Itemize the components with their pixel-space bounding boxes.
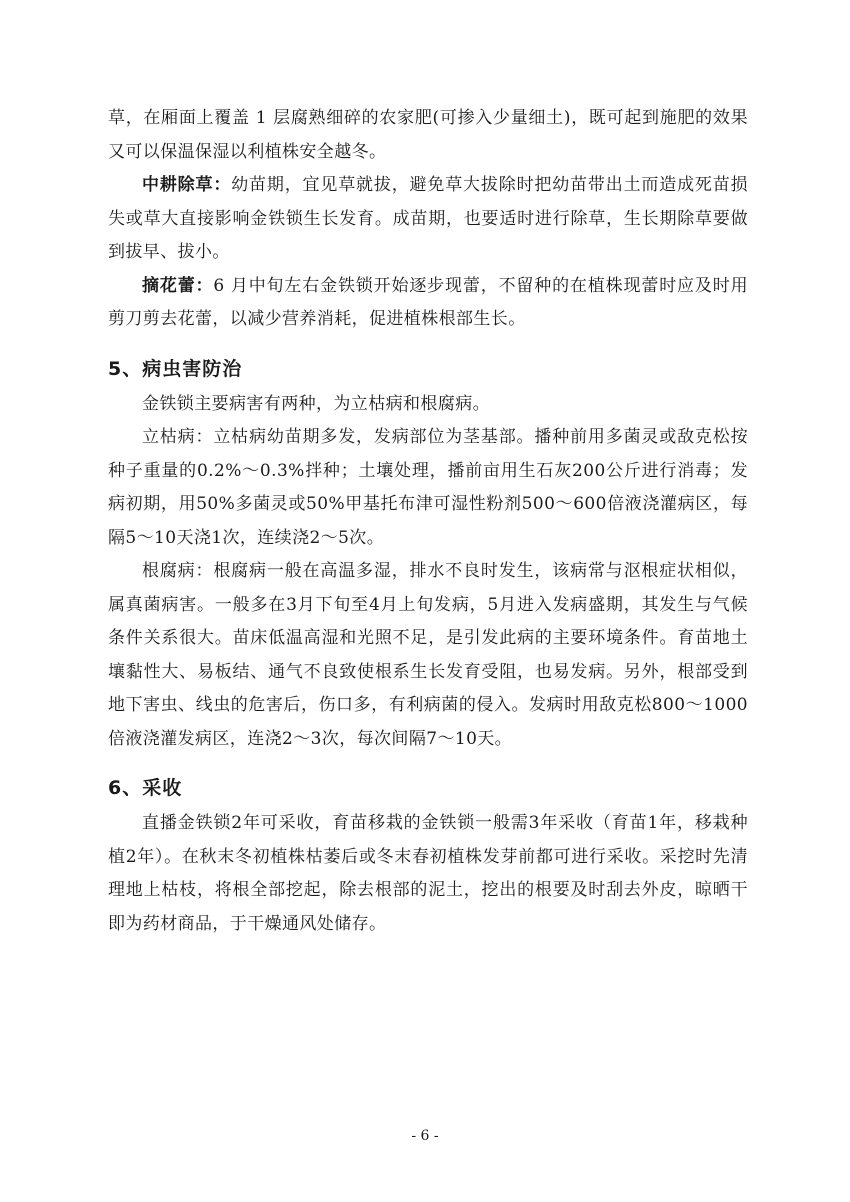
paragraph-root-rot: 根腐病：根腐病一般在高温多湿，排水不良时发生，该病常与沤根症状相似，属真菌病害。一般多在3月下旬至4月上旬发病，5月进入发病盛期，其发生与气候条件关系很大。苗床低温高湿和光照不足，是引发此病的主要环境条件。育苗地土壤黏性大、易板结、通气不良致使根系生长发育受阻，也易发病。另外，根部受到地下害虫、线虫的危害后，伤口多，有利病菌的侵入。发病时用敌克松800～1000 倍液浇灌发病区，连浇2～3次，每次间隔7～10天。 — [108, 561, 748, 749]
paragraph-lead: 摘花蕾： — [142, 275, 214, 296]
section-heading-pest-control: 5、病虫害防治 — [108, 357, 243, 380]
paragraph-lead: 中耕除草： — [142, 175, 232, 195]
paragraph-remove-buds — [108, 270, 748, 337]
paragraph-disease-intro: 金铁锁主要病害有两种，为立枯病和根腐病。 — [142, 393, 490, 414]
paragraph-text: 幼苗期，宜见草就拔，避免草大拔除时把幼苗带出土而造成死苗损失或草大直接影响金铁锁生长发育。成苗期，也要适时进行除草，生长期除草要做到拔早、拔小。 — [108, 175, 748, 262]
paragraph-overwinter — [108, 102, 748, 169]
paragraph-damping-off: 立枯病：立枯病幼苗期多发，发病部位为茎基部。播种前用多菌灵或敌克松按种子重量的0.2%～0.3%拌种；土壤处理，播前亩用生石灰200公斤进行消毒；发病初期，用50%多菌灵或50%甲基托布津可湿性粉剂500～600倍液浇灌病区，每隔5～10天浇1次，连续浇2～5次。 — [108, 427, 748, 548]
document-body — [108, 102, 748, 941]
page-number: - 6 - — [411, 1128, 439, 1144]
section-heading-harvest: 6、采收 — [108, 777, 183, 799]
paragraph-text: 6 月中旬左右金铁锁开始逐步现蕾，不留种的在植株现蕾时应及时用剪刀剪去花蕾，以减少营养消耗，促进植株根部生长。 — [108, 275, 748, 329]
paragraph-text: 草，在厢面上覆盖 1 层腐熟细碎的农家肥(可掺入少量细土)，既可起到施肥的效果又可以保温保湿以利植株安全越冬。 — [108, 108, 748, 162]
paragraph-weeding — [108, 169, 748, 270]
paragraph-harvest: 直播金铁锁2年可采收，育苗移栽的金铁锁一般需3年采收（育苗1年，移栽种植2年）。在秋末冬初植株枯萎后或冬末春初植株发芽前都可进行采收。采挖时先清理地上枯枝，将根全部挖起，除去根部的泥土，挖出的根要及时刮去外皮，晾晒干即为药材商品，于干燥通风处储存。 — [108, 813, 748, 934]
